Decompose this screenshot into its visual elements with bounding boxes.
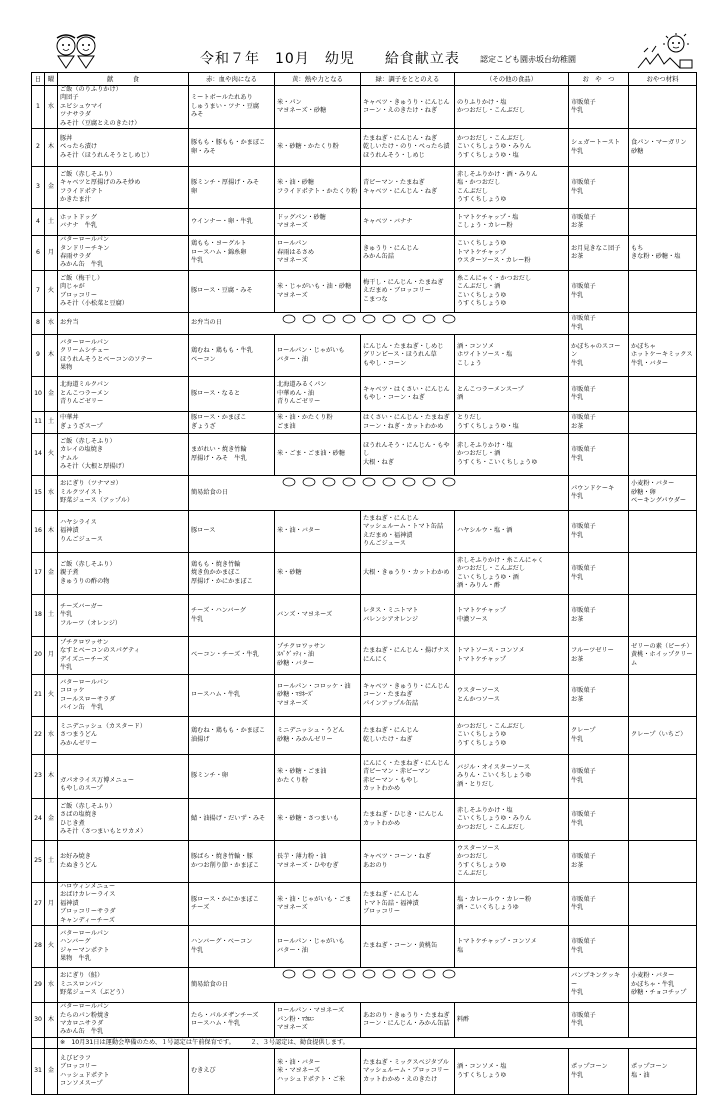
green-food-cell: にんにく・たまねぎ・にんじん 青ピーマン・赤ピーマン 赤ピーマン・もやし カットわかめ [361, 755, 455, 799]
table-row [32, 434, 697, 476]
red-food-cell: 豚ばら・焼き竹輪・豚 かつお削り節・かまぼこ [189, 841, 275, 883]
other-food-cell: 塩・カレールウ・カレー粉 酒・こいくちしょうゆ [455, 883, 569, 926]
bento-decoration-icon [279, 477, 459, 487]
yellow-food-cell: ロールパン・じゃがいも バター・油 [275, 926, 361, 968]
other-food-cell: ウスターソース とんかつソース [455, 675, 569, 717]
day-cell: 27 [32, 883, 45, 926]
menu-cell: ハロウィンメニュー おばけカレーライス 福神漬 ブロッコリーサラダ キャンディーチーズ [58, 883, 189, 926]
snack-cell: クレープ 牛乳 [569, 717, 629, 755]
column-header: 黄：熱や力となる [275, 73, 361, 86]
other-food-cell: バジル・オイスターソース みりん・こいくちしょうゆ 酒・とりだし [455, 755, 569, 799]
menu-cell: お好み焼き たぬきうどん [58, 841, 189, 883]
snack-cell: 市販菓子 牛乳 [569, 434, 629, 476]
weekday-cell: 水 [45, 717, 58, 755]
day-cell: 1 [32, 86, 45, 129]
snack-cell: 市販菓子 牛乳 [569, 86, 629, 129]
menu-cell: 豚丼 べったら漬け みそ汁（ほうれんそうとしめじ） [58, 129, 189, 167]
other-food-cell: トマトケチャップ 中濃ソース [455, 595, 569, 637]
column-header: 緑：調子をととのえる [361, 73, 455, 86]
day-cell: 7 [32, 271, 45, 313]
snack-cell: バンブキンクッキー 牛乳 [569, 968, 629, 1003]
day-cell: 28 [32, 926, 45, 968]
red-food-cell: 鶏もも・焼き竹輪 焼き魚かかまぼこ 厚揚げ・かにかまぼこ [189, 553, 275, 595]
table-row [32, 1049, 697, 1095]
snack-cell: かぼちゃのスコーン 牛乳 [569, 335, 629, 377]
menu-cell: おにぎり（鮭） ミニスロンパン 野菜ジュース（ぶどう） [58, 968, 189, 1003]
table-row [32, 167, 697, 209]
event-cell: 簡易給食の日 [189, 968, 569, 1003]
column-header: 献 食 [58, 73, 189, 86]
snack-cell: 市販菓子 お茶 [569, 209, 629, 236]
table-row [32, 799, 697, 841]
yellow-food-cell: 米・油・じゃがいも・ごま マヨネーズ [275, 883, 361, 926]
column-header: （その他の食品） [455, 73, 569, 86]
snack-material-cell [629, 86, 697, 129]
menu-cell: えびピラフ ブロッコリー ハッシュドポテト コンソメスープ [58, 1049, 189, 1095]
yellow-food-cell: ロールパン・マヨネーズ パン粉・ﾏｶﾛﾆ マヨネーズ [275, 1003, 361, 1038]
page-title: 令和７年 10月 幼児 給食献立表 [200, 51, 460, 67]
menu-cell: バターロールパン コロッケ コールスローサラダ パイン缶 牛乳 [58, 675, 189, 717]
snack-material-cell [629, 553, 697, 595]
red-food-cell: 鯖・油揚げ・だいず・みそ [189, 799, 275, 841]
weekday-cell [45, 1038, 58, 1049]
weekday-cell: 水 [45, 86, 58, 129]
day-cell: 21 [32, 675, 45, 717]
day-cell: 17 [32, 553, 45, 595]
menu-cell: バターロールパン タンドリーチキン 春雨サラダ みかん缶 牛乳 [58, 236, 189, 271]
menu-table [31, 72, 697, 1095]
day-cell: 10 [32, 377, 45, 412]
snack-material-cell: かぼちゃ ホットケーキミックス 牛乳・バター [629, 335, 697, 377]
red-food-cell: 豚ロース [189, 511, 275, 553]
other-food-cell: 酒・コンソメ ホワイトソース・塩 こしょう [455, 335, 569, 377]
day-cell: 31 [32, 1049, 45, 1095]
green-food-cell: キャベツ・はくさい・にんじん もやし・コーン・ねぎ [361, 377, 455, 412]
day-cell: 25 [32, 841, 45, 883]
red-food-cell: ハンバーグ・ベーコン 牛乳 [189, 926, 275, 968]
table-row [32, 377, 697, 412]
snack-cell: 市販菓子 牛乳 [569, 1003, 629, 1038]
red-food-cell: チーズ・ハンバーグ 牛乳 [189, 595, 275, 637]
yellow-food-cell: 長芋・薄力粉・油 マヨネーズ・ひやむぎ [275, 841, 361, 883]
menu-cell: ミニデニッシュ（カスタード） さつまうどん みかんゼリー [58, 717, 189, 755]
children-illustration-icon [52, 34, 102, 70]
weekday-cell: 月 [45, 637, 58, 675]
day-cell: 9 [32, 335, 45, 377]
snack-material-cell [629, 511, 697, 553]
table-row [32, 129, 697, 167]
table-row [32, 511, 697, 553]
weekday-cell: 月 [45, 236, 58, 271]
weekday-cell: 土 [45, 841, 58, 883]
snack-cell: 市販菓子 牛乳 [569, 377, 629, 412]
other-food-cell: のりふりかけ・塩 かつおだし・こんぶだし [455, 86, 569, 129]
red-food-cell: まがれい・焼き竹輪 厚揚げ・みそ 牛乳 [189, 434, 275, 476]
menu-cell: おにぎり（ツナマヨ） ミルクツイスト 野菜ジュース（アップル） [58, 476, 189, 511]
day-cell: 14 [32, 434, 45, 476]
snack-cell: 市販菓子 牛乳 [569, 799, 629, 841]
snack-cell: パウンドケーキ 牛乳 [569, 476, 629, 511]
page-header [0, 0, 724, 72]
menu-cell: お弁当 [58, 313, 189, 335]
snack-cell: 市販菓子 牛乳 [569, 755, 629, 799]
table-row [32, 883, 697, 926]
green-food-cell: キャベツ・きゅうり・にんじん コーン・たまねぎ パインアップル缶詰 [361, 675, 455, 717]
menu-cell: ご飯（赤しそふり） キャベツと厚揚げのみそ炒め フライドポテト かきたま汁 [58, 167, 189, 209]
snack-material-cell [629, 377, 697, 412]
green-food-cell: にんじん・たまねぎ・しめじ グリンピース・ほうれん草 もやし・コーン [361, 335, 455, 377]
weekday-cell: 水 [45, 968, 58, 1003]
snack-material-cell: 食パン・マーガリン 砂糖 [629, 129, 697, 167]
other-food-cell: 酒・コンソメ・塩 うすくちしょうゆ [455, 1049, 569, 1095]
menu-cell: ご飯（赤しそふり） カレイの塩焼き ナムル みそ汁（大根と厚揚げ） [58, 434, 189, 476]
day-cell: 8 [32, 313, 45, 335]
other-food-cell: こいくちしょうゆ トマトケチャップ ウスターソース・カレー粉 [455, 236, 569, 271]
weekday-cell: 土 [45, 595, 58, 637]
green-food-cell: たまねぎ・にんじん マッシュルーム・トマト缶詰 えだまめ・福神漬 りんごジュース [361, 511, 455, 553]
snack-material-cell [629, 412, 697, 434]
yellow-food-cell: ミニデニッシュ・うどん 砂糖・みかんゼリー [275, 717, 361, 755]
snack-cell: 市販菓子 牛乳 [569, 271, 629, 313]
menu-cell: ご飯（のりふりかけ） 肉団子 エビシュウマイ ツナサラダ みそ汁（豆腐とえのきたけ） [58, 86, 189, 129]
weekday-cell: 火 [45, 271, 58, 313]
table-row [32, 476, 697, 511]
weekday-cell: 土 [45, 209, 58, 236]
table-row [32, 412, 697, 434]
other-food-cell: ウスターソース かつおだし うすくちしょうゆ こんぶだし [455, 841, 569, 883]
snack-material-cell [629, 434, 697, 476]
green-food-cell: キャベツ・きゅうり・にんじん コーン・えのきたけ・ねぎ [361, 86, 455, 129]
table-row [32, 209, 697, 236]
snack-material-cell: 小麦粉・バター かぼちゃ・牛乳 砂糖・チョコチップ [629, 968, 697, 1003]
snack-cell: フルーツゼリー お茶 [569, 637, 629, 675]
table-row [32, 313, 697, 335]
weekday-cell: 水 [45, 476, 58, 511]
menu-cell: ガパオライス万博メニュー もやしのスープ [58, 755, 189, 799]
menu-cell: ホットドッグ バナナ 牛乳 [58, 209, 189, 236]
table-row [32, 755, 697, 799]
snack-cell: 市販菓子 牛乳 [569, 511, 629, 553]
weekday-cell: 木 [45, 1003, 58, 1038]
red-food-cell: 豚もも・豚もも・かまぼこ 卵・みそ [189, 129, 275, 167]
snack-material-cell [629, 883, 697, 926]
bento-decoration-icon [279, 969, 459, 979]
other-food-cell: トマトケチャップ・コンソメ 塩 [455, 926, 569, 968]
weekday-cell: 金 [45, 553, 58, 595]
table-row [32, 595, 697, 637]
snack-material-cell: ゼリーの素（ピーチ） 黄桃・ホイップクリーム [629, 637, 697, 675]
day-cell: 24 [32, 799, 45, 841]
snack-cell: お月見きなこ団子 お茶 [569, 236, 629, 271]
other-food-cell: 糸こんにゃく・かつおだし こんぶだし・酒 こいくちしょうゆ うすくちしょうゆ [455, 271, 569, 313]
other-food-cell: トマトケチャップ・塩 こしょう・カレー粉 [455, 209, 569, 236]
weekday-cell: 火 [45, 434, 58, 476]
yellow-food-cell: 米・油・バター 米・マヨネーズ ハッシュドポテト・ご米 [275, 1049, 361, 1095]
snack-cell: 市販菓子 牛乳 [569, 167, 629, 209]
yellow-food-cell: 米・砂糖・さつまいも [275, 799, 361, 841]
green-food-cell: レタス・ミニトマト バレンシアオレンジ [361, 595, 455, 637]
red-food-cell: むきえび [189, 1049, 275, 1095]
snack-material-cell [629, 271, 697, 313]
day-cell: 29 [32, 968, 45, 1003]
snack-cell: 市販菓子 お茶 [569, 412, 629, 434]
table-row [32, 553, 697, 595]
snack-material-cell [629, 799, 697, 841]
sun-and-grass-icon [636, 32, 696, 70]
table-row [32, 675, 697, 717]
yellow-food-cell: 北海道みるくパン 中華めん・油 青りんごゼリー [275, 377, 361, 412]
weekday-cell: 金 [45, 377, 58, 412]
snack-cell: 市販菓子 牛乳 [569, 313, 629, 335]
other-food-cell: かつおだし・こんぶだし こいくちしょうゆ・みりん うすくちしょうゆ・塩 [455, 129, 569, 167]
other-food-cell: とんこつラーメンスープ 酒 [455, 377, 569, 412]
green-food-cell: あおのり・きゅうり・たまねぎ コーン・にんじん・みかん缶詰 [361, 1003, 455, 1038]
yellow-food-cell: 米・砂糖 [275, 553, 361, 595]
day-cell: 30 [32, 1003, 45, 1038]
green-food-cell: たまねぎ・にんじん トマト缶詰・福神漬 ブロッコリー [361, 883, 455, 926]
snack-material-cell [629, 841, 697, 883]
table-row [32, 335, 697, 377]
other-food-cell: 赤しそふりかけ・酒・みりん 塩・かつおだし こんぶだし うすくちしょうゆ [455, 167, 569, 209]
column-header: 日 [32, 73, 45, 86]
table-row [32, 236, 697, 271]
day-cell: 11 [32, 412, 45, 434]
day-cell: 3 [32, 167, 45, 209]
snack-material-cell [629, 675, 697, 717]
snack-material-cell [629, 926, 697, 968]
green-food-cell: たまねぎ・ひじき・にんじん カットわかめ [361, 799, 455, 841]
yellow-food-cell: 米・じゃがいも・油・砂糖 マヨネーズ [275, 271, 361, 313]
day-cell: 23 [32, 755, 45, 799]
snack-cell: ポップコーン 牛乳 [569, 1049, 629, 1095]
day-cell: 15 [32, 476, 45, 511]
table-row [32, 717, 697, 755]
yellow-food-cell: 米・油・バター [275, 511, 361, 553]
menu-cell: ご飯（梅干し） 肉じゃが ブロッコリー みそ汁（小松菜と豆腐） [58, 271, 189, 313]
green-food-cell: キャベツ・バナナ [361, 209, 455, 236]
snack-cell: 市販菓子 お茶 [569, 595, 629, 637]
snack-material-cell [629, 755, 697, 799]
notice-cell: ※ 10月31日は運動会準備のため、１号認定は午前保育です。 ２、３号認定は、勧食提供します。 [58, 1038, 697, 1049]
green-food-cell: たまねぎ・にんじん 乾しいたけ・ねぎ [361, 717, 455, 755]
snack-cell: 市販菓子 お茶 [569, 675, 629, 717]
other-food-cell: トマトソース・コンソメ トマトケチャップ [455, 637, 569, 675]
day-cell: 22 [32, 717, 45, 755]
table-header-row [32, 73, 697, 86]
snack-material-cell: 小麦粉・バター 砂糖・卵 ベーキングパウダー [629, 476, 697, 511]
green-food-cell: ほうれんそう・にんじん・もやし 大根・ねぎ [361, 434, 455, 476]
snack-material-cell [629, 167, 697, 209]
snack-material-cell: もち きな粉・砂糖・塩 [629, 236, 697, 271]
snack-cell: 市販菓子 お茶 [569, 841, 629, 883]
event-cell: 簡易給食の日 [189, 476, 569, 511]
table-row [32, 1003, 697, 1038]
menu-cell: バターロールパン ハンバーグ ジャーマンポテト 果物 牛乳 [58, 926, 189, 968]
other-food-cell: 赤しそふりかけ・塩 かつおだし・酒 うすくち・こいくちしょうゆ [455, 434, 569, 476]
yellow-food-cell: 米・砂糖・ごま油 かたくり粉 [275, 755, 361, 799]
snack-material-cell [629, 1003, 697, 1038]
menu-cell: ハヤシライス 福神漬 りんごジュース [58, 511, 189, 553]
green-food-cell: たまねぎ・コーン・黄桃缶 [361, 926, 455, 968]
column-header: お や つ [569, 73, 629, 86]
bento-decoration-icon [279, 314, 459, 324]
menu-cell: バターロールパン クリームシチュー ほうれんそうとベーコンのソテー 果物 [58, 335, 189, 377]
menu-cell: ご飯（赤しそふり） 親子煮 きゅうりの酢の物 [58, 553, 189, 595]
table-row [32, 637, 697, 675]
menu-cell: 北海道ミルクパン とんこつラーメン 青りんごゼリー [58, 377, 189, 412]
day-cell [32, 1038, 45, 1049]
snack-cell: 市販菓子 牛乳 [569, 883, 629, 926]
day-cell: 4 [32, 209, 45, 236]
red-food-cell: 豚ロース・なると [189, 377, 275, 412]
red-food-cell: 豚ミンチ・卵 [189, 755, 275, 799]
weekday-cell: 火 [45, 926, 58, 968]
green-food-cell: 大根・きゅうり・カットわかめ [361, 553, 455, 595]
green-food-cell: 青ピーマン・たまねぎ キャベツ・にんじん・ねぎ [361, 167, 455, 209]
notice-row [32, 1038, 697, 1049]
other-food-cell: かつおだし・こんぶだし こいくちしょうゆ うすくちしょうゆ [455, 717, 569, 755]
red-food-cell: ロースハム・牛乳 [189, 675, 275, 717]
yellow-food-cell: 米・パン マヨネーズ・砂糖 [275, 86, 361, 129]
green-food-cell: たまねぎ・ミックスベジタブル マッシュルーム・ブロッコリー カットわかめ・えのきたけ [361, 1049, 455, 1095]
other-food-cell: 赤しそふりかけ・糸こんにゃく かつおだし・こんぶだし こいくちしょうゆ・酒 酒・みりん・酢 [455, 553, 569, 595]
menu-cell: ご飯（赤しそふり） さばの塩焼き ひじき煮 みそ汁（さつまいもとワカメ） [58, 799, 189, 841]
yellow-food-cell: 米・ごま・ごま油・砂糖 [275, 434, 361, 476]
weekday-cell: 木 [45, 129, 58, 167]
red-food-cell: 豚ロース・かまぼこ ぎょうざ [189, 412, 275, 434]
yellow-food-cell: バンズ・マヨネーズ [275, 595, 361, 637]
red-food-cell: 鶏もも・ヨーグルト ロースハム・錦糸卵 牛乳 [189, 236, 275, 271]
table-row [32, 968, 697, 1003]
weekday-cell: 木 [45, 335, 58, 377]
column-header: 曜 [45, 73, 58, 86]
snack-cell: 市販菓子 牛乳 [569, 553, 629, 595]
green-food-cell: キャベツ・コーン・ねぎ あおのり [361, 841, 455, 883]
green-food-cell: 梅干し・にんじん・たまねぎ えだまめ・ブロッコリー こまつな [361, 271, 455, 313]
weekday-cell: 月 [45, 883, 58, 926]
weekday-cell: 木 [45, 511, 58, 553]
day-cell: 20 [32, 637, 45, 675]
snack-material-cell [629, 209, 697, 236]
other-food-cell: 料酢 [455, 1003, 569, 1038]
weekday-cell: 木 [45, 755, 58, 799]
red-food-cell: ウインナー・卵・牛乳 [189, 209, 275, 236]
day-cell: 16 [32, 511, 45, 553]
snack-cell: 市販菓子 牛乳 [569, 926, 629, 968]
weekday-cell: 金 [45, 799, 58, 841]
yellow-food-cell: プチクロワッサン ｽﾊﾟｹﾞｯﾃｨ・油 砂糖・バター [275, 637, 361, 675]
snack-cell: シュガートースト 牛乳 [569, 129, 629, 167]
weekday-cell: 水 [45, 313, 58, 335]
red-food-cell: たら・パルメザンチーズ ロースハム・牛乳 [189, 1003, 275, 1038]
green-food-cell: たまねぎ・にんじん・ねぎ 乾しいたけ・のり・べったら漬 ほうれんそう・しめじ [361, 129, 455, 167]
weekday-cell: 金 [45, 167, 58, 209]
table-row [32, 271, 697, 313]
yellow-food-cell: 米・油・かたくり粉 ごま油 [275, 412, 361, 434]
red-food-cell: ベーコン・チーズ・牛乳 [189, 637, 275, 675]
other-food-cell: 赤しそふりかけ・塩 こいくちしょうゆ・みりん かつおだし・こんぶだし [455, 799, 569, 841]
other-food-cell: ハヤシルウ・塩・酒 [455, 511, 569, 553]
menu-cell: 中華丼 ぎょうざスープ [58, 412, 189, 434]
menu-cell: プチクロワッサン なすとベーコンのスパゲティ デイズニーチーズ 牛乳 [58, 637, 189, 675]
snack-material-cell: ポップコーン 塩・油 [629, 1049, 697, 1095]
yellow-food-cell: ロールパン・じゃがいも バター・油 [275, 335, 361, 377]
table-row [32, 926, 697, 968]
red-food-cell: 豚ロース・豆腐・みそ [189, 271, 275, 313]
other-food-cell: とりだし うすくちしょうゆ・塩 [455, 412, 569, 434]
day-cell: 18 [32, 595, 45, 637]
green-food-cell: はくさい・にんじん・たまねぎ コーン・ねぎ・カットわかめ [361, 412, 455, 434]
weekday-cell: 火 [45, 675, 58, 717]
school-name: 認定こども園赤坂台幼稚園 [480, 55, 576, 64]
red-food-cell: 豚ロース・かにかまぼこ チーズ [189, 883, 275, 926]
yellow-food-cell: 米・砂糖・かたくり粉 [275, 129, 361, 167]
snack-material-cell [629, 595, 697, 637]
red-food-cell: 鶏むね・鶏もも・かまぼこ 油揚げ [189, 717, 275, 755]
red-food-cell: 豚ミンチ・厚揚げ・みそ 卵 [189, 167, 275, 209]
snack-material-cell [629, 313, 697, 335]
yellow-food-cell: ドッグパン・砂糖 マヨネーズ [275, 209, 361, 236]
column-header: おやつ材料 [629, 73, 697, 86]
event-cell: お弁当の日 [189, 313, 569, 335]
green-food-cell: きゅうり・にんじん みかん缶詰 [361, 236, 455, 271]
yellow-food-cell: 米・油・砂糖 フライドポテト・かたくり粉 [275, 167, 361, 209]
red-food-cell: ミートボールたれあり しゅうまい・ツナ・豆腐 みそ [189, 86, 275, 129]
menu-cell: バターロールパン たらのパン粉焼き マカロニサラダ みかん缶 牛乳 [58, 1003, 189, 1038]
weekday-cell: 土 [45, 412, 58, 434]
red-food-cell: 鶏むね・鶏もも・牛乳 ベーコン [189, 335, 275, 377]
yellow-food-cell: ロールパン・コロッケ・油 砂糖・ﾏﾖﾈｰｽﾞ マヨネーズ [275, 675, 361, 717]
table-row [32, 841, 697, 883]
day-cell: 6 [32, 236, 45, 271]
column-header: 赤：血や肉になる [189, 73, 275, 86]
table-row [32, 86, 697, 129]
day-cell: 2 [32, 129, 45, 167]
weekday-cell: 金 [45, 1049, 58, 1095]
yellow-food-cell: ロールパン 春雨はるさめ マヨネーズ [275, 236, 361, 271]
snack-material-cell: クレープ（いちご） [629, 717, 697, 755]
menu-cell: チーズバーガー 牛乳 フルーツ（オレンジ） [58, 595, 189, 637]
green-food-cell: たまねぎ・にんじん・揚げナス にんにく [361, 637, 455, 675]
